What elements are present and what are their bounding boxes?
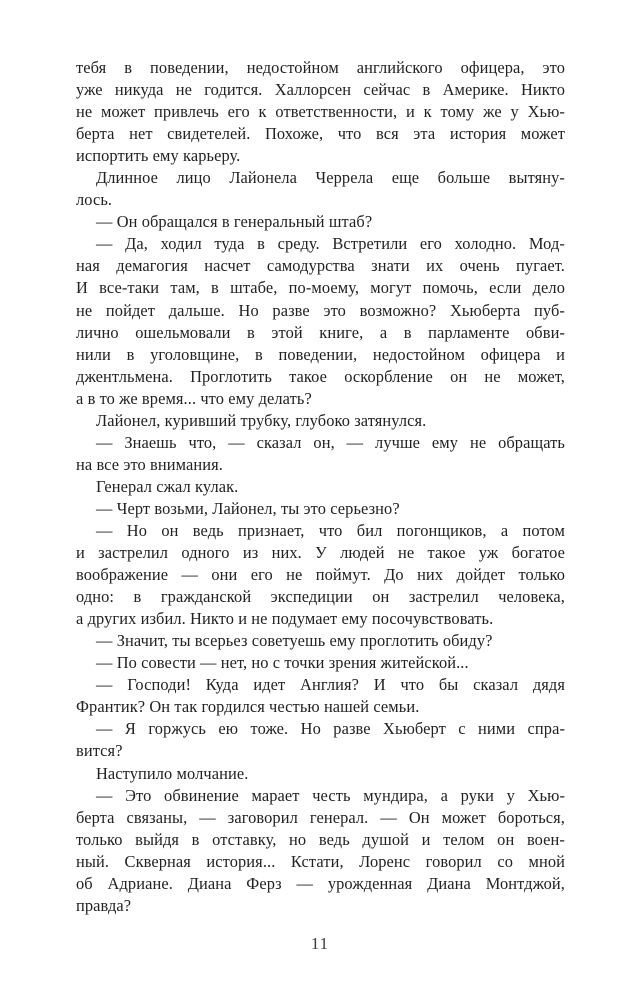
- text-line: — Значит, ты всерьез советуешь ему проглотить обиду?: [96, 631, 493, 651]
- page-number: 11: [310, 934, 330, 953]
- text-line: на все это внимания.: [76, 454, 223, 474]
- paragraph: [76, 476, 565, 498]
- paragraph: [76, 432, 565, 476]
- paragraph: [76, 167, 565, 211]
- text-line: И все-таки там, в штабе, по-моему, могут помочь, если дело: [76, 278, 565, 298]
- text-line: одно: в гражданской экспедиции он застрелил человека,: [76, 587, 565, 607]
- paragraph: [76, 57, 565, 167]
- text-line: испортить ему карьеру.: [76, 146, 241, 166]
- text-line: нили в уголовщине, в поведении, недостойном офицера и: [76, 344, 565, 364]
- text-line: Лайонел, куривший трубку, глубоко затянулся.: [96, 410, 427, 430]
- text-line: лось.: [76, 190, 113, 210]
- text-line: правда?: [76, 895, 132, 915]
- text-line: Генерал сжал кулак.: [96, 476, 239, 496]
- text-line: — Да, ходил туда в среду. Встретили его холодно. Мод-: [96, 234, 565, 254]
- text-line: Наступило молчание.: [96, 763, 249, 783]
- text-line: не может привлечь его к ответственности, и к тому же у Хью-: [76, 102, 565, 122]
- text-line: — По совести — нет, но с точки зрения житейской...: [96, 653, 469, 673]
- paragraph: [76, 520, 565, 630]
- paragraph: [76, 211, 565, 233]
- text-line: уже никуда не годится. Халлорсен сейчас в Америке. Никто: [76, 80, 565, 100]
- text-line: лично ошельмовали в этой книге, а в парламенте обви-: [76, 322, 565, 342]
- text-line: — Я горжусь ею тоже. Но разве Хьюберт с ними спра-: [96, 719, 565, 739]
- text-line: — Знаешь что, — сказал он, — лучше ему не обращать: [96, 432, 565, 452]
- text-line: — Это обвинение марает честь мундира, а руки у Хью-: [96, 785, 565, 805]
- text-line: берта нет свидетелей. Похоже, что вся эта история может: [76, 124, 565, 144]
- paragraph: [76, 652, 565, 674]
- text-line: — Он обращался в генеральный штаб?: [96, 212, 373, 232]
- text-line: тебя в поведении, недостойном английского офицера, это: [76, 58, 565, 77]
- text-line: — Но он ведь признает, что бил погонщиков, а потом: [96, 520, 565, 540]
- text-line: об Адриане. Диана Ферз — урожденная Диана Монтджой,: [76, 873, 565, 893]
- paragraph: [76, 785, 565, 917]
- paragraph: [76, 410, 565, 432]
- text-line: только выйдя в отставку, но ведь душой и телом он воен-: [76, 829, 565, 849]
- paragraph: [76, 674, 565, 718]
- text-line: Франтик? Он так гордился честью нашей семьи.: [76, 697, 420, 717]
- paragraph: [76, 718, 565, 762]
- text-line: и застрелил одного из них. У людей не такое уж богатое: [76, 543, 565, 563]
- text-line: — Черт возьми, Лайонел, ты это серьезно?: [96, 498, 400, 518]
- text-line: вится?: [76, 741, 123, 761]
- text-line: ная демагогия насчет самодурства знати их очень пугает.: [76, 256, 565, 276]
- text-line: а других избил. Никто и не подумает ему посочувствовать.: [76, 609, 494, 629]
- text-line: не пойдет дальше. Но разве это возможно? Хьюберта пуб-: [76, 300, 565, 320]
- text-line: берта связаны, — заговорил генерал. — Он может бороться,: [76, 807, 565, 827]
- text-line: джентльмена. Проглотить такое оскорбление он не может,: [76, 366, 565, 386]
- paragraph: [76, 498, 565, 520]
- paragraph: [76, 763, 565, 785]
- text-line: — Господи! Куда идет Англия? И что бы сказал дядя: [96, 675, 565, 695]
- text-line: воображение — они его не поймут. До них дойдет только: [76, 565, 565, 585]
- text-line: ный. Скверная история... Кстати, Лоренс говорил со мной: [76, 851, 565, 871]
- paragraph: [76, 233, 565, 409]
- text-line: Длинное лицо Лайонела Черрела еще больше вытяну-: [96, 168, 565, 188]
- text-line: а в то же время... что ему делать?: [76, 388, 312, 408]
- paragraph: [76, 630, 565, 652]
- page-text: [76, 57, 565, 917]
